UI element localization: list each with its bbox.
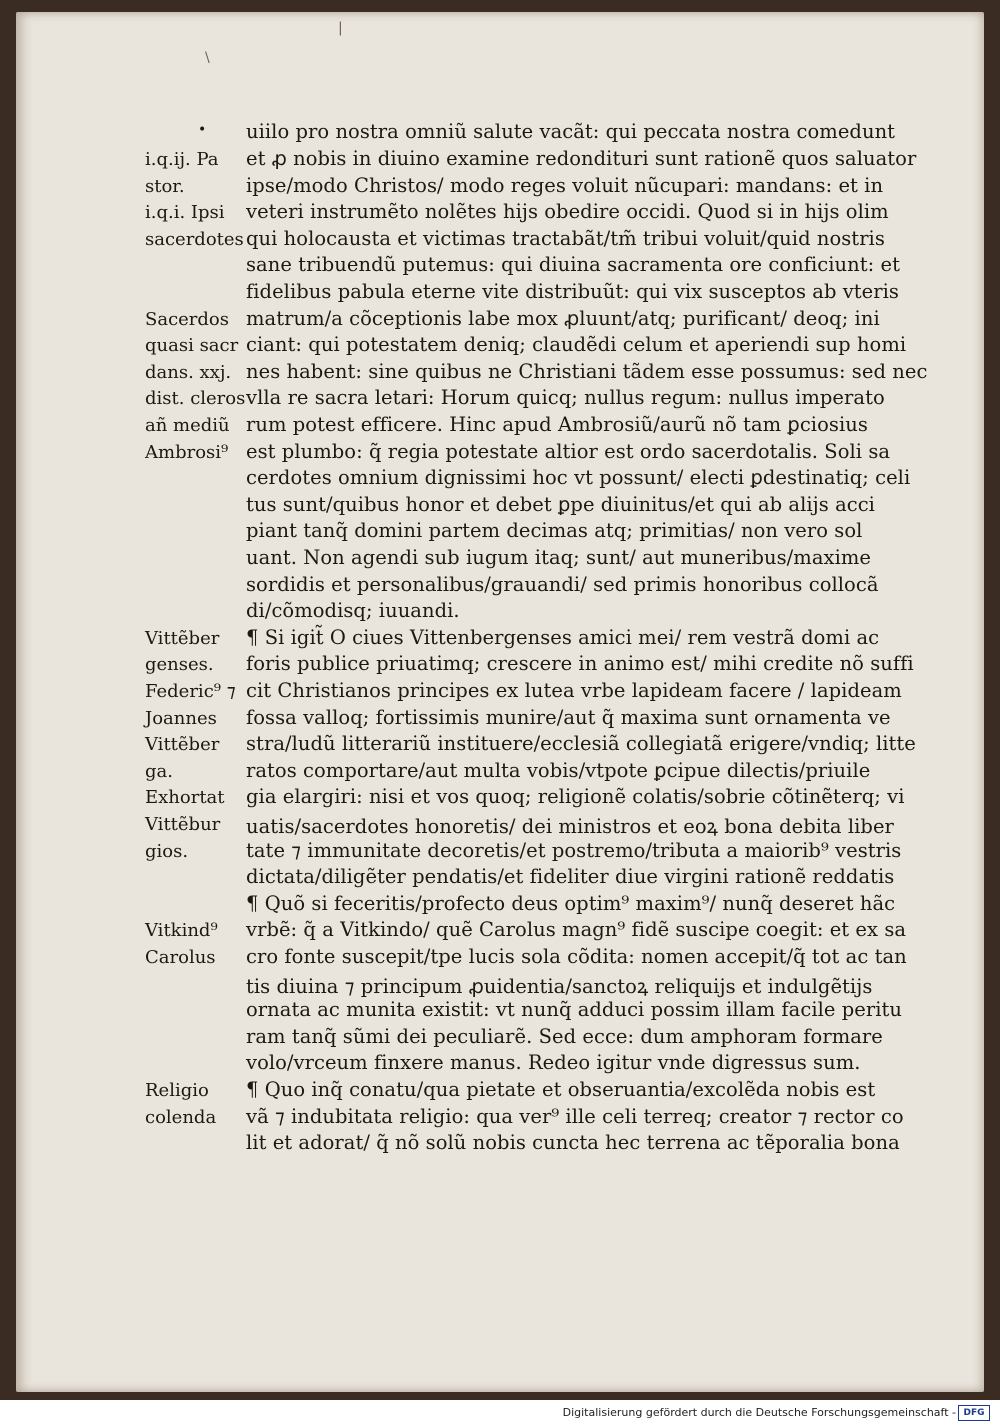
text-line: cerdotes omnium dignissimi hoc vt possunt/ electi ꝑdestinatiq; celi (246, 466, 911, 489)
text-line: ciant: qui potestatem deniq; claudẽdi celum et aperiendi sup homi (246, 333, 907, 356)
margin-note: Religio (145, 1080, 209, 1101)
text-line: ¶ Quo inq̃ conatu/qua pietate et obseruantia/excolẽda nobis est (246, 1078, 876, 1101)
margin-note: ga. (145, 761, 173, 782)
text-line: cit Christianos principes ex lutea vrbe lapideam facere / lapideam (246, 679, 902, 702)
text-line: fidelibus pabula eterne vite distribuũt: qui vix susceptos ab vteris (246, 280, 899, 303)
text-line: vlla re sacra letari: Horum quicq; nullus regum: nullus imperato (246, 386, 885, 409)
text-line: uiilo pro nostra omniũ salute vacãt: qui peccata nostra comedunt (246, 120, 896, 143)
footer-credit: Digitalisierung gefördert durch die Deutsche Forschungsgemeinschaft - (562, 1406, 956, 1419)
text-line: uatis/sacerdotes honoretis/ dei ministros et eoꝝ bona debita liber (246, 815, 894, 838)
margin-note: Vittẽbur (145, 814, 221, 835)
text-line: matrum/a cõceptionis labe mox ꝓluunt/atq; purificant/ deoq; ini (246, 307, 880, 330)
dfg-logo: DFG (958, 1405, 990, 1421)
margin-note: gios. (145, 841, 189, 862)
text-line: di/cõmodisq; iuuandi. (246, 599, 460, 622)
text-line: et ꝓ nobis in diuino examine redondituri sunt rationẽ quos saluator (246, 147, 917, 170)
text-line: tis diuina ⁊ principum ꝓuidentia/sanctoꝝ reliquijs et indulgẽtijs (246, 975, 873, 998)
margin-note: Joannes (145, 708, 217, 729)
text-line: nes habent: sine quibus ne Christiani tãdem esse possumus: sed nec (246, 360, 928, 383)
margin-note: Ambrosi⁹ (145, 442, 229, 463)
margin-note: Vittẽber (145, 628, 220, 649)
text-line: lit et adorat/ q̃ nõ solũ nobis cuncta hec terrena ac tẽporalia bona (246, 1131, 900, 1154)
margin-note: i.q.ij. Pa (145, 149, 219, 170)
text-line: ipse/modo Christos/ modo reges voluit nũcupari: mandans: et in (246, 174, 884, 197)
text-line: vrbẽ: q̃ a Vitkindo/ quẽ Carolus magn⁹ fidẽ suscipe coegit: et ex sa (246, 918, 907, 941)
margin-note: Exhortat (145, 787, 225, 808)
text-line: veteri instrumẽto nolẽtes hijs obedire occidi. Quod si in hijs olim (246, 200, 889, 223)
margin-note: stor. (145, 176, 185, 197)
text-line: est plumbo: q̃ regia potestate altior est ordo sacerdotalis. Soli sa (246, 440, 891, 463)
text-line: ¶ Quõ si feceritis/profecto deus optim⁹ maxim⁹/ nunq̃ deseret hãc (246, 892, 896, 915)
text-line: piant tanq̃ domini partem decimas atq; primitias/ non vero sol (246, 519, 863, 542)
margin-note: sacerdotes (145, 229, 244, 250)
text-line: dictata/diligẽter pendatis/et fideliter diue virgini rationẽ reddatis (246, 865, 895, 888)
text-line: sordidis et personalibus/grauandi/ sed primis honoribus collocã (246, 573, 879, 596)
margin-note: Sacerdos (145, 309, 229, 330)
text-line: tate ⁊ immunitate decoretis/et postremo/tributa a maiorib⁹ vestris (246, 839, 902, 862)
text-line: ornata ac munita existit: vt nunq̃ adduci possim illam facile peritu (246, 998, 903, 1021)
text-line: gia elargiri: nisi et vos quoq; religionẽ colatis/sobrie cõtinẽterq; vi (246, 785, 905, 808)
text-line: uant. Non agendi sub iugum itaq; sunt/ aut muneribus/maxime (246, 546, 871, 569)
margin-note: genses. (145, 654, 214, 675)
text-line: qui holocausta et victimas tractabãt/tm̃ tribui voluit/quid nostris (246, 227, 885, 250)
margin-note: dist. cleros (145, 388, 246, 409)
margin-note: Vitkind⁹ (145, 920, 218, 941)
page-mark: • (198, 122, 207, 138)
text-line: vã ⁊ indubitata religio: qua ver⁹ ille celi terreq; creator ⁊ rector co (246, 1105, 904, 1128)
footer-bar (0, 1400, 1000, 1425)
margin-note: añ mediũ (145, 415, 230, 436)
page-mark: | (338, 20, 343, 36)
text-line: stra/ludũ litterariũ instituere/ecclesiã collegiatã erigere/vndiq; litte (246, 732, 916, 755)
text-line: fossa valloq; fortissimis munire/aut q̃ maxima sunt ornamenta ve (246, 706, 891, 729)
text-line: rum potest efficere. Hinc apud Ambrosiũ/aurũ nõ tam ꝑciosius (246, 413, 868, 436)
margin-note: i.q.i. Ipsi (145, 202, 225, 223)
text-line: ram tanq̃ sũmi dei peculiarẽ. Sed ecce: dum amphoram formare (246, 1025, 883, 1048)
text-line: foris publice priuatimq; crescere in animo est/ mihi credite nõ suffi (246, 652, 914, 675)
text-line: tus sunt/quibus honor et debet ꝑpe diuinitus/et qui ab alijs acci (246, 493, 875, 516)
margin-note: dans. xxj. (145, 362, 232, 383)
page-mark: \ (205, 50, 210, 66)
text-line: sane tribuendũ putemus: qui diuina sacramenta ore conficiunt: et (246, 253, 901, 276)
text-line: ¶ Si igit̃ O ciues Vittenbergenses amici mei/ rem vestrã domi ac (246, 626, 880, 649)
margin-note: Federic⁹ ⁊ (145, 681, 236, 702)
margin-note: Carolus (145, 947, 216, 968)
text-line: volo/vrceum finxere manus. Redeo igitur vnde digressus sum. (246, 1051, 861, 1074)
text-line: cro fonte suscepit/tpe lucis sola cõdita: nomen accepit/q̃ tot ac tan (246, 945, 907, 968)
margin-note: colenda (145, 1107, 217, 1128)
text-line: ratos comportare/aut multa vobis/vtpote ꝑcipue dilectis/priuile (246, 759, 871, 782)
margin-note: quasi sacr (145, 335, 239, 356)
margin-note: Vittẽber (145, 734, 220, 755)
